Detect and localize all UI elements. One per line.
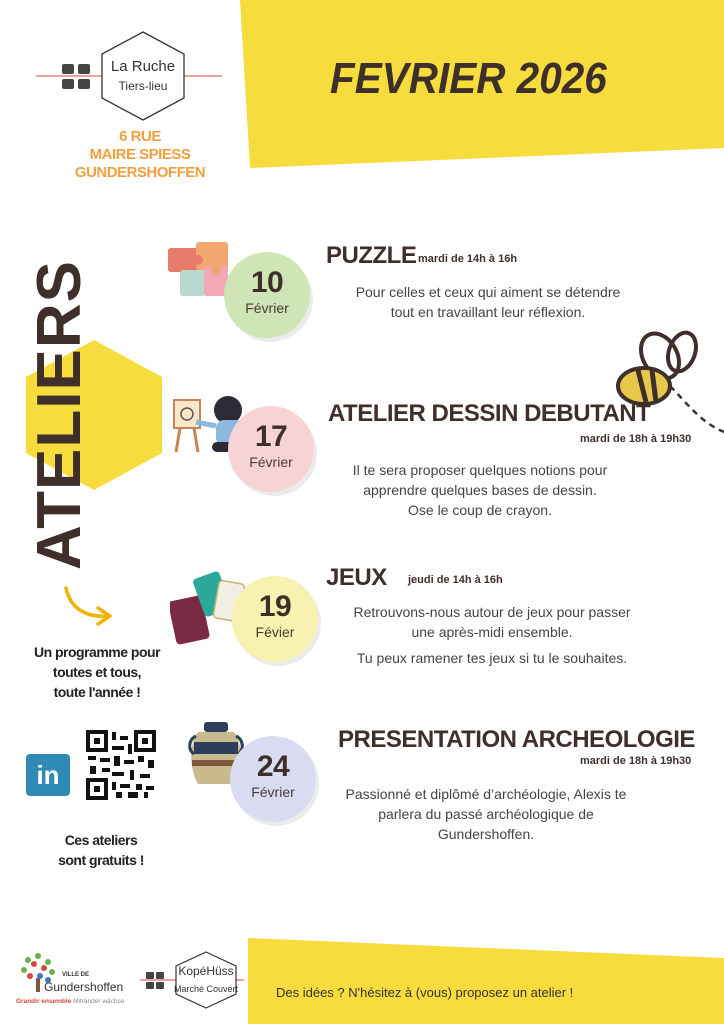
footer-cta-text: Des idées ? N'hésitez à (vous) proposez un atelier ! xyxy=(276,985,574,1000)
date-month: Févier xyxy=(255,624,295,640)
date-day: 17 xyxy=(254,420,288,453)
event-time: mardi de 18h à 19h30 xyxy=(580,433,692,445)
address-line: GUNDERSHOFFEN xyxy=(74,164,206,181)
description-line: tout en travaillant leur réflexion. xyxy=(390,304,586,320)
date-badge xyxy=(224,252,310,338)
program-text-line: toute l'année ! xyxy=(53,684,141,700)
free-text xyxy=(46,830,156,870)
event-description xyxy=(326,784,646,844)
description-line: Gundershoffen. xyxy=(437,826,535,842)
program-text-line: toutes et tous, xyxy=(52,664,142,680)
free-text-line: sont gratuits ! xyxy=(58,852,144,868)
event-time: mardi de 18h à 19h30 xyxy=(580,755,692,767)
program-text xyxy=(30,642,164,702)
description-line: parlera du passé archéologique de xyxy=(378,806,594,822)
free-text-line: Ces ateliers xyxy=(64,832,138,848)
event-time: jeudi de 14h à 16h xyxy=(408,574,503,586)
town-slogan-local: Mitränder wächse xyxy=(73,998,125,1005)
date-day: 19 xyxy=(258,590,292,623)
date-month: Février xyxy=(249,454,293,470)
gundershoffen-logo xyxy=(14,950,134,1010)
town-slogan xyxy=(16,998,124,1005)
qr-code[interactable] xyxy=(86,730,156,800)
description-line: Ose le coup de crayon. xyxy=(408,502,552,518)
date-month: Février xyxy=(245,300,289,316)
kopehuss-logo xyxy=(140,950,244,1010)
description-line: Retrouvons-nous autour de jeux pour passer xyxy=(353,604,631,620)
ateliers-vertical-title: ATELIERS xyxy=(25,260,94,570)
town-name: Gundershoffen xyxy=(44,980,124,994)
event-description xyxy=(330,282,646,322)
linkedin-icon[interactable] xyxy=(26,754,70,796)
la-ruche-logo xyxy=(36,30,222,122)
event-title: PUZZLE xyxy=(326,242,417,269)
address-line: MAIRE SPIESS xyxy=(89,146,191,163)
town-prefix: VILLE DE xyxy=(62,972,90,978)
program-text-line: Un programme pour xyxy=(33,644,161,660)
date-badge xyxy=(232,576,318,662)
address xyxy=(50,128,230,182)
market-name: KopéHüss xyxy=(178,964,234,978)
event-time: mardi de 14h à 16h xyxy=(418,253,518,265)
market-subtitle: Marché Couvert xyxy=(173,984,239,994)
address-line: 6 RUE xyxy=(119,128,161,145)
page-title: FEVRIER 2026 xyxy=(330,54,607,103)
event-description xyxy=(324,602,660,668)
town-slogan-fr: Grandir ensemble xyxy=(16,998,72,1005)
event-description xyxy=(324,460,636,520)
date-day: 24 xyxy=(256,750,290,783)
description-line: une après-midi ensemble. xyxy=(411,624,573,640)
date-badge xyxy=(230,736,316,822)
description-line: apprendre quelques bases de dessin. xyxy=(363,482,597,498)
footer-yellow-band xyxy=(248,938,724,1024)
event-title: JEUX xyxy=(326,564,387,591)
date-month: Février xyxy=(251,784,295,800)
event-title: PRESENTATION ARCHEOLOGIE xyxy=(338,726,695,753)
description-line: Pour celles et ceux qui aiment se détendre xyxy=(355,284,621,300)
date-badge xyxy=(228,406,314,492)
linkedin-label: in xyxy=(36,760,60,790)
description-line: Passionné et diplômé d’archéologie, Alexis te xyxy=(345,786,627,802)
date-day: 10 xyxy=(250,266,284,299)
description-line: Il te sera proposer quelques notions pour xyxy=(352,462,608,478)
logo-name: La Ruche xyxy=(110,58,176,75)
description-line: Tu peux ramener tes jeux si tu le souhaites. xyxy=(356,650,628,666)
arrow-icon xyxy=(60,582,116,626)
event-title: ATELIER DESSIN DEBUTANT xyxy=(328,400,651,427)
logo-subtitle: Tiers-lieu xyxy=(118,79,168,93)
